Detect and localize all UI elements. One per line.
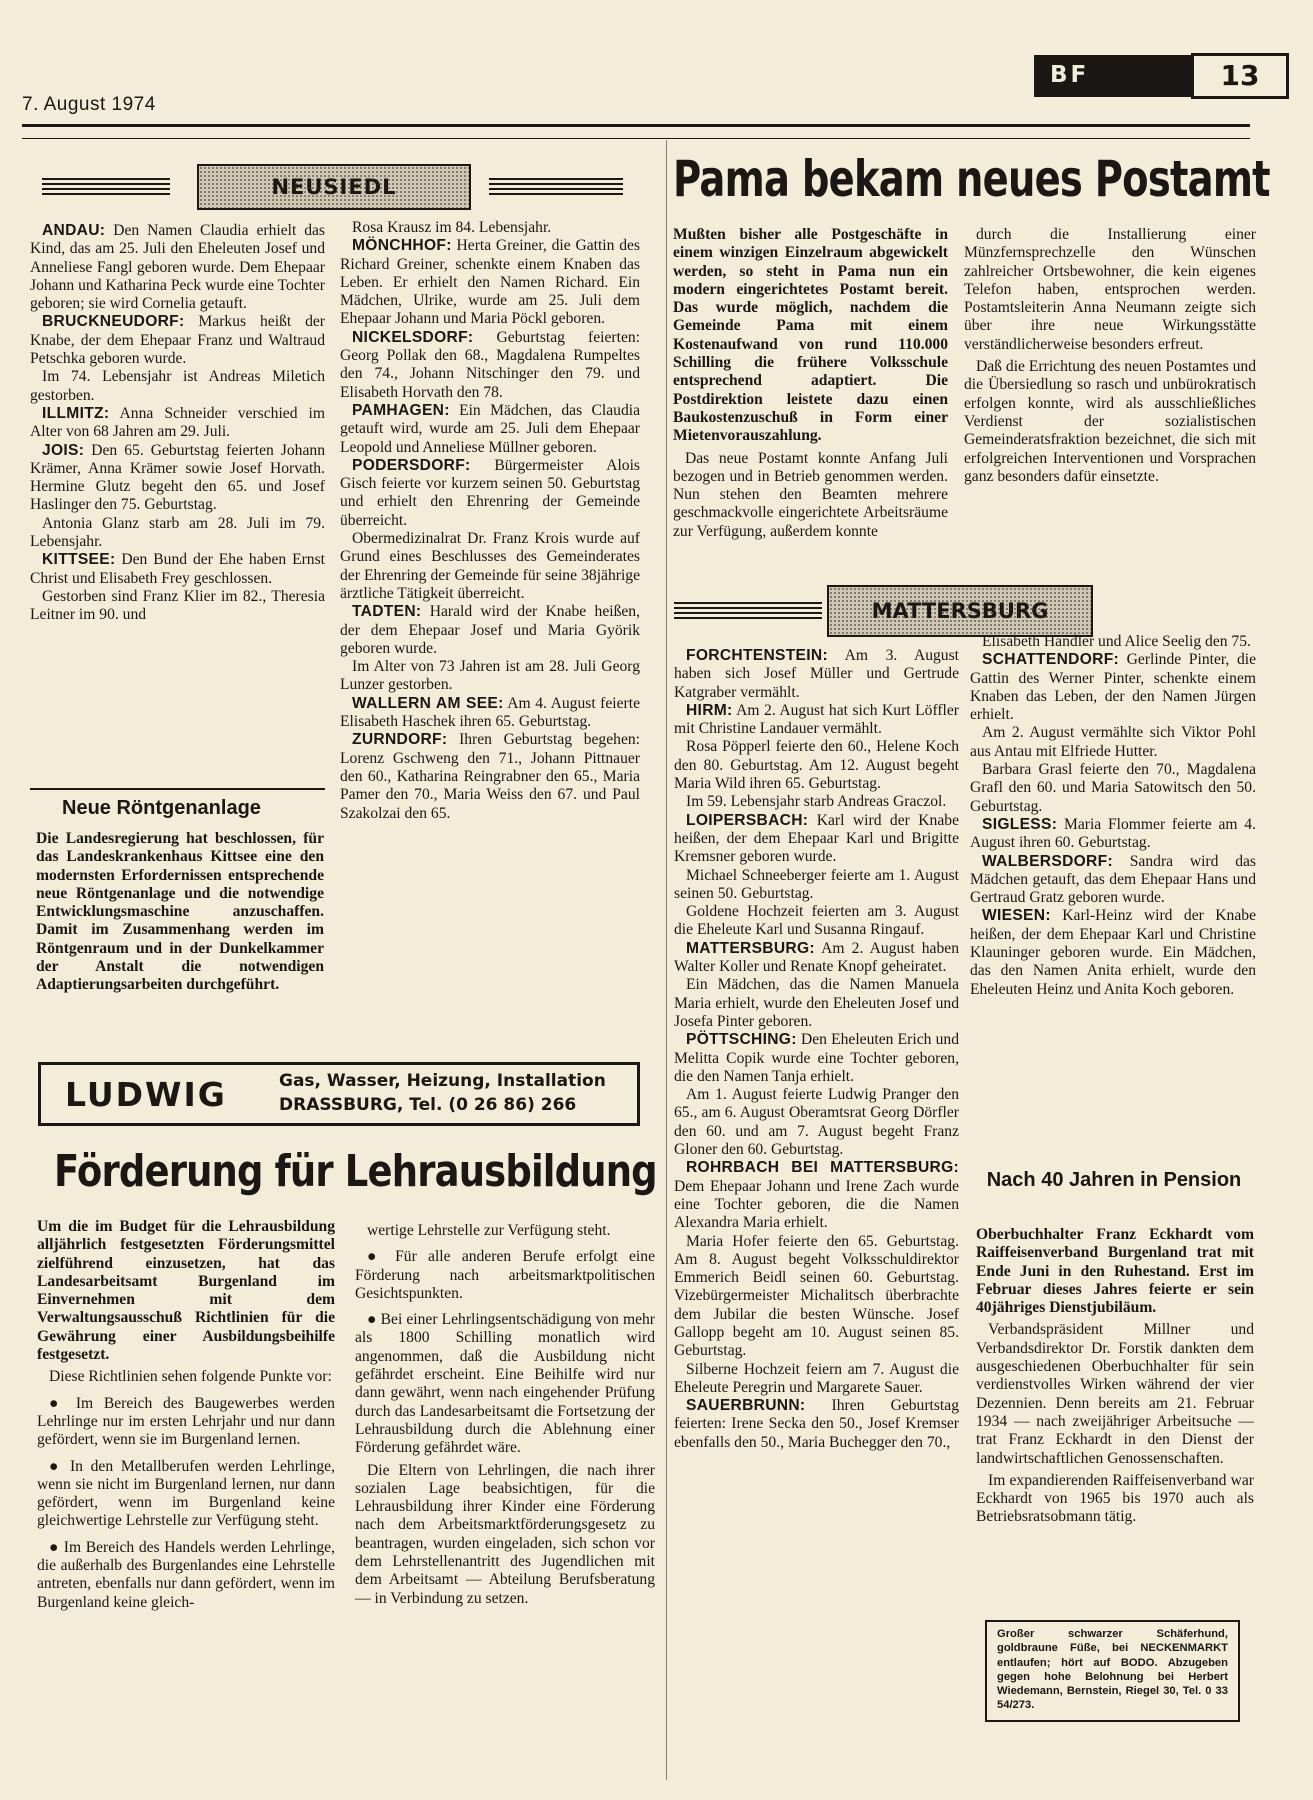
news-text: Antonia Glanz starb am 28. Juli im 79. Lebensjahr. [30, 514, 325, 551]
news-item [970, 907, 1256, 998]
roentgen-body: Die Landesregierung hat beschlossen, für das Landeskrankenhaus Kittsee eine den modernsten Erfordernissen entsprechende neue Röntgenanlage und die notwendige Entwicklungsmaschine anzuschaffen. Damit im Zusammenhang werden im Röntgenraum und in der Dunkelkammer der Anstalt die notwendigen Adaptierungsarbeiten durchgeführt. [36, 830, 324, 994]
news-item [674, 1233, 959, 1361]
news-place: SIGLESS: [982, 815, 1058, 833]
news-place: PAMHAGEN: [352, 401, 450, 419]
news-item [340, 695, 640, 732]
news-item [674, 1031, 959, 1086]
news-place: HIRM: [686, 701, 733, 719]
news-item [340, 237, 640, 328]
classified-ad [985, 1620, 1240, 1722]
pama-col1 [673, 226, 948, 576]
paragraph-lead: Mußten bisher alle Postgeschäfte in einem winzigen Einzelraum abgewickelt werden, so steht in Pama nun ein modern eingerichtetes Postamt bereit. Das wurde möglich, nachdem die Gemeinde Pama mit einem Kostenaufwand von rund 110.000 Schilling die frühere Volksschule entsprechend adaptiert. Die Postdirektion leistete dazu einen Baukostenzuschuß in Form einer Mietenvorauszahlung. [673, 226, 948, 445]
news-item [674, 738, 959, 793]
news-text: Rosa Pöpperl feierte den 60., Helene Koch den 80. Geburtstag. Am 12. August begeht Maria Wild ihren 65. Geburtstag. [674, 738, 959, 793]
news-place: ANDAU: [42, 222, 106, 239]
news-place: SAUERBRUNN: [686, 1397, 806, 1415]
news-place: ZURNDORF: [352, 731, 448, 749]
decor-lines-left [42, 178, 170, 196]
news-text: Am 2. August vermählte sich Viktor Pohl aus Antau mit Elfriede Hutter. [970, 724, 1256, 760]
news-item [970, 651, 1256, 724]
masthead-rule-thin [22, 138, 1250, 139]
ad-ludwig-line1: Gas, Wasser, Heizung, Installation [279, 1071, 606, 1091]
news-text: Ein Mädchen, das Claudia getauft wird, wurde am 25. Juli dem Ehepaar Leopold und Anneliese Müllner geboren. [340, 401, 640, 456]
news-place: ILLMITZ: [42, 404, 110, 422]
classified-text: Großer schwarzer Schäferhund, goldbraune Füße, bei NECKENMARKT entlaufen; hört auf BODO. Abzugeben gegen hohe Belohnung bei Herbert Wiedemann, Bernstein, Riegel 30, Tel. 0 33 54/273. [997, 1628, 1228, 1712]
paragraph-p: Daß die Errichtung des neuen Postamtes und die Übersiedlung so rasch und unbürokratisch erfolgen konnte, wird als ausschließliches Verdienst der sozialistischen Gemeinderatsfraktion bezeichnet, die sich mit erfolgreichen Interventionen und Vorsprachen ganz besonders dafür einsetzte. [964, 358, 1256, 485]
news-text: Elisabeth Handler und Alice Seelig den 75. [982, 633, 1251, 650]
news-item [970, 724, 1256, 761]
news-item [674, 1397, 959, 1452]
news-text: Den Bund der Ehe haben Ernst Christ und Elisabeth Frey geschlossen. [30, 551, 325, 587]
news-place: NICKELSDORF: [352, 328, 474, 346]
news-text: Rosa Krausz im 84. Lebensjahr. [352, 219, 552, 236]
paragraph-p: Diese Richtlinien sehen folgende Punkte vor: [49, 1368, 332, 1386]
news-place: SCHATTENDORF: [982, 651, 1120, 669]
news-place: MÖNCHHOF: [352, 237, 452, 255]
news-item [30, 588, 325, 625]
news-item [674, 976, 959, 1031]
mattersburg-col2 [970, 633, 1256, 1143]
news-text: Silberne Hochzeit feiern am 7. August die Eheleute Peregrin und Margarete Sauer. [674, 1360, 959, 1396]
masthead-date: 7. August 1974 [22, 94, 156, 115]
news-text: Ein Mädchen, das die Namen Manuela Maria erhielt, wurde den Eheleuten Josef und Josefa Pinter geboren. [674, 976, 959, 1030]
column-divider [666, 140, 667, 1780]
news-text: Maria Flommer feierte am 4. August ihren 60. Geburtstag. [970, 815, 1256, 852]
news-item [970, 853, 1256, 908]
news-place: PÖTTSCHING: [686, 1031, 797, 1049]
news-text: Am 3. August haben sich Josef Müller und Gertrude Katgraber vermählt. [674, 647, 959, 701]
news-text: Goldene Hochzeit feierten am 3. August die Eheleute Karl und Susanna Ringauf. [674, 903, 959, 939]
pama-col2 [964, 222, 1256, 572]
news-place: FORCHTENSTEIN: [686, 647, 828, 664]
news-place: MATTERSBURG: [686, 939, 815, 957]
news-text: Im 59. Lebensjahr starb Andreas Graczol. [686, 793, 947, 811]
paragraph-p: Die Eltern von Lehrlingen, die nach ihrer sozialen Lage beabsichtigen, für die Lehrausbildung ihrer Kinder eine Förderung nach dem Arbeitsmarktförderungsgesetz zu beantragen, wurden eingeladen, sich schon vor dem Lehrstellenantritt des Jugendlichen mit dem Arbeitsamt — Abteilung Berufsberatung — in Verbindung zu setzen. [355, 1461, 655, 1607]
news-text: Ihren Geburtstag feierten: Irene Secka den 50., Josef Kremser ebenfalls den 50., Maria Buchegger den 70., [674, 1397, 959, 1451]
news-text: Dem Ehepaar Johann und Irene Zach wurde eine Tochter geboren, die die Namen Alexandra Maria erhielt. [674, 1177, 959, 1232]
news-text: Markus heißt der Knabe, der dem Ehepaar Franz und Waltraud Petschka geboren wurde. [30, 313, 325, 368]
news-item [674, 793, 959, 811]
news-text: Bürgermeister Alois Gisch feierte vor kurzem seinen 50. Geburtstag und erhielt den Ehrenring der Gemeinde überreicht. [340, 456, 640, 529]
news-place: TADTEN: [352, 603, 422, 621]
paragraph-p: wertige Lehrstelle zur Verfügung steht. [367, 1222, 611, 1239]
ad-ludwig [38, 1062, 640, 1126]
neusiedl-col2 [340, 219, 640, 1051]
masthead-badge-label: BF [1050, 62, 1090, 88]
news-text: Am 1. August feierte Ludwig Pranger den 65., am 6. August Oberamtsrat Georg Dörfler den 60. und am 7. August begeht Franz Gloner den 60. Geburtstag. [674, 1086, 959, 1159]
news-item [340, 329, 640, 402]
masthead-rule [22, 124, 1250, 127]
news-text: Michael Schneeberger feierte am 1. August seinen 50. Geburtstag. [674, 866, 959, 902]
news-text: Karl wird der Knabe heißen, der dem Ehepaar Karl und Brigitte Kremsner geboren wurde. [674, 811, 959, 866]
news-text: Sandra wird das Mädchen getauft, das dem Ehepaar Hans und Gertraud Gratz geboren wurde. [970, 852, 1256, 907]
news-text: Den Namen Claudia erhielt das Kind, das am 25. Juli den Eheleuten Josef und Anneliese Fangl geboren wurde. Dem Ehepaar Johann und Katharina Peck wurde eine Tochter geboren; sie wird Cornelia getauft. [30, 222, 325, 313]
news-place: JOIS: [42, 441, 85, 459]
news-text: Am 4. August feierte Elisabeth Haschek ihren 65. Geburtstag. [340, 694, 640, 731]
news-text: Im Alter von 73 Jahren ist am 28. Juli Georg Lunzer gestorben. [340, 658, 640, 694]
news-item [340, 603, 640, 658]
paragraph-bullet: ● Im Bereich des Baugewerbes werden Lehrlinge nur im ersten Lehrjahr und nur dann gefördert, wenn sie im Burgenland lernen. [37, 1395, 335, 1450]
news-item [30, 551, 325, 588]
news-text: Am 2. August hat sich Kurt Löffler mit Christine Landauer vermählt. [674, 701, 959, 738]
news-item [340, 219, 640, 237]
news-text: Maria Hofer feierte den 65. Geburtstag. Am 8. August begeht Volksschuldirektor Emmerich Beidl seinen 60. Geburtstag. Vizebürgermeister Michalitsch überbrachte dem Jubilar die besten Wünsche. Josef Gallopp begeht am 10. August seinen 85. Geburtstag. [674, 1232, 959, 1360]
paragraph-p: Im expandierenden Raiffeisenverband war Eckhardt von 1965 bis 1970 auch als Betriebsratsobmann tätig. [976, 1471, 1254, 1526]
lehre-col1 [37, 1218, 335, 1788]
pension-body [976, 1226, 1254, 1606]
news-item [340, 402, 640, 457]
news-item [970, 761, 1256, 816]
news-item [340, 658, 640, 695]
ad-ludwig-name: LUDWIG [65, 1075, 227, 1114]
news-item [674, 647, 959, 702]
mattersburg-col1 [674, 647, 959, 1787]
paragraph-p: Verbandspräsident Millner und Verbandsdirektor Dr. Forstik dankten dem ausgeschiedenen Oberbuchhalter für sein verdienstvolles Wirken während der vier Dezennien. Denn bereits am 21. Februar 1934 — nach zweijähriger Arbeitsuche — trat Franz Eckhardt in den Dienst der landwirtschaftlichen Genossenschaften. [976, 1321, 1254, 1467]
roentgen-rule [30, 788, 325, 790]
news-place: PODERSDORF: [352, 456, 471, 474]
paragraph-lead: Um die im Budget für die Lehrausbildung alljährlich festgesetzten Förderungsmittel zielführend einzusetzen, hat das Landesarbeitsamt Burgenland im Einvernehmen mit dem Verwaltungsausschuß Richtlinien für die Gewährung einer Ausbildungsbeihilfe festgesetzt. [37, 1218, 335, 1364]
news-item [674, 867, 959, 904]
news-place: ROHRBACH BEI MATTERSBURG: [686, 1159, 959, 1177]
news-text: Ihren Geburtstag begehen: Lorenz Gschweng den 71., Johann Pittnauer den 60., Katharina Reingrabner den 65., Maria Pamer den 70., Maria Weiss den 67. und Paul Szakolzai den 65. [340, 731, 640, 822]
paragraph-p: Das neue Postamt konnte Anfang Juli bezogen und in Betrieb genommen werden. Nun stehen den Beamten mehrere geschmackvolle eingerichtete Arbeitsräume zur Verfügung, außerdem konnte [673, 449, 948, 540]
news-item [674, 1361, 959, 1398]
news-text: Karl-Heinz wird der Knabe heißen, der dem Ehepaar Karl und Christine Klauninger geboren wurde. Ein Mädchen, das den Namen Anita erhielt, wurde den Eheleuten Heinz und Anita Koch geboren. [970, 907, 1256, 998]
section-mattersburg: MATTERSBURG [827, 585, 1093, 637]
news-text: Barbara Grasl feierte den 70., Magdalena Grafl den 60. und Maria Satowitsch den 50. Geburtstag. [970, 761, 1256, 815]
news-place: WALBERSDORF: [982, 852, 1113, 870]
news-text: Gerlinde Pinter, die Gattin des Werner Pinter, schenkte einem Knaben das Leben, der den Namen Jürgen erhielt. [970, 651, 1256, 724]
news-item [674, 1086, 959, 1159]
neusiedl-col1 [30, 222, 325, 780]
page-number: 13 [1191, 53, 1289, 99]
decor-lines-right [489, 178, 623, 196]
pama-headline: Pama bekam neues Postamt [673, 150, 1270, 208]
news-text: Harald wird der Knabe heißen, der dem Ehepaar Josef und Maria Györik geboren wurde. [340, 603, 640, 657]
roentgen-title: Neue Röntgenanlage [62, 797, 261, 819]
news-item [674, 1159, 959, 1232]
news-text: Herta Greiner, die Gattin des Richard Greiner, schenkte einem Knaben das Leben. Er erhielt den Namen Richard. Ein Mädchen, Ulrike, wurde am 25. Juli dem Ehepaar Johann und Maria Pöckl geboren. [340, 237, 640, 328]
news-text: Gestorben sind Franz Klier im 82., Theresia Leitner im 90. und [30, 587, 325, 624]
news-item [970, 816, 1256, 853]
paragraph-p: durch die Installierung einer Münzfernsprechzelle den Wünschen zahlreicher Ortsbewohner, die kein eigenes Telefon haben, entsprochen werden. Postamtsleiterin Anna Neumann zeigte sich über ihre neue Wirkungsstätte verständlicherweise besonders erfreut. [964, 226, 1256, 353]
section-neusiedl: NEUSIEDL [197, 164, 471, 210]
news-text: Den 65. Geburtstag feierten Johann Krämer, Anna Krämer sowie Josef Horvath. Hermine Glutz begeht den 65. und Josef Haslinger den 75. Geburtstag. [30, 441, 325, 514]
news-item [674, 940, 959, 977]
news-text: Obermedizinalrat Dr. Franz Krois wurde auf Grund eines Beschlusses des Gemeinderates der Ehrenring der Gemeinde für seine 38jährige ärztliche Tätigkeit überreicht. [340, 530, 640, 602]
news-place: WALLERN AM SEE: [352, 694, 504, 712]
news-place: KITTSEE: [42, 551, 116, 569]
lehre-headline: Förderung für Lehrausbildung [54, 1146, 657, 1197]
news-item [30, 313, 325, 368]
news-text: Geburtstag feierten: Georg Pollak den 68., Magdalena Rumpeltes den 74., Johann Nitschinger den 79. und Elisabeth Horvath den 78. [340, 328, 640, 401]
news-text: Am 2. August haben Walter Koller und Renate Knopf geheiratet. [674, 939, 959, 976]
news-text: Im 74. Lebensjahr ist Andreas Miletich gestorben. [30, 368, 325, 404]
news-text: Den Eheleuten Erich und Melitta Copik wurde eine Tochter geboren, die den Namen Tanja erhielt. [674, 1031, 959, 1085]
news-item [970, 633, 1256, 651]
news-item [30, 368, 325, 405]
paragraph-bullet: ● Bei einer Lehrlingsentschädigung von mehr als 1800 Schilling monatlich wird angenommen, daß die Ausbildung nicht gefährdet erscheint. Eine Beihilfe wird nur dann gewährt, wenn nach eingehender Prüfung durch das Landesarbeitsamt die Fortsetzung der Lehrausbildung durch die Ablehnung einer Förderung gefährdet wäre. [355, 1311, 655, 1457]
masthead-badge [1034, 55, 1260, 97]
news-item [30, 442, 325, 515]
news-item [30, 515, 325, 552]
news-place: WIESEN: [982, 907, 1051, 925]
news-item [340, 530, 640, 603]
news-item [674, 702, 959, 739]
news-item [30, 405, 325, 442]
news-item [340, 457, 640, 530]
paragraph-bullet: ● Für alle anderen Berufe erfolgt eine Förderung nach arbeitsmarktpolitischen Gesichtspunkten. [355, 1248, 655, 1303]
pension-title: Nach 40 Jahren in Pension [986, 1169, 1242, 1191]
news-text: Anna Schneider verschied im Alter von 68 Jahren am 29. Juli. [30, 404, 325, 441]
news-place: BRUCKNEUDORF: [42, 313, 185, 331]
news-item [674, 812, 959, 867]
news-place: LOIPERSBACH: [686, 811, 809, 829]
news-item [340, 731, 640, 822]
news-item [30, 222, 325, 313]
news-item [674, 903, 959, 940]
paragraph-bullet: ● Im Bereich des Handels werden Lehrlinge, die außerhalb des Burgenlandes eine Lehrstelle antreten, ebenfalls nur dann gefördert, wenn im Burgenland keine gleich- [37, 1539, 335, 1612]
decor-lines-mattersburg-left [674, 602, 822, 620]
paragraph-bullet: ● In den Metallberufen werden Lehrlinge, wenn sie nicht im Burgenland lernen, nur dann gefördert, wenn im Burgenland keine gleichwertige Lehrstelle zur Verfügung steht. [37, 1458, 335, 1531]
paragraph-lead: Oberbuchhalter Franz Eckhardt vom Raiffeisenverband Burgenland trat mit Ende Juni in den Ruhestand. Erst im Februar dieses Jahres feierte er sein 40jähriges Dienstjubiläum. [976, 1226, 1254, 1317]
ad-ludwig-line2: DRASSBURG, Tel. (0 26 86) 266 [279, 1095, 577, 1115]
lehre-col2 [355, 1218, 655, 1788]
